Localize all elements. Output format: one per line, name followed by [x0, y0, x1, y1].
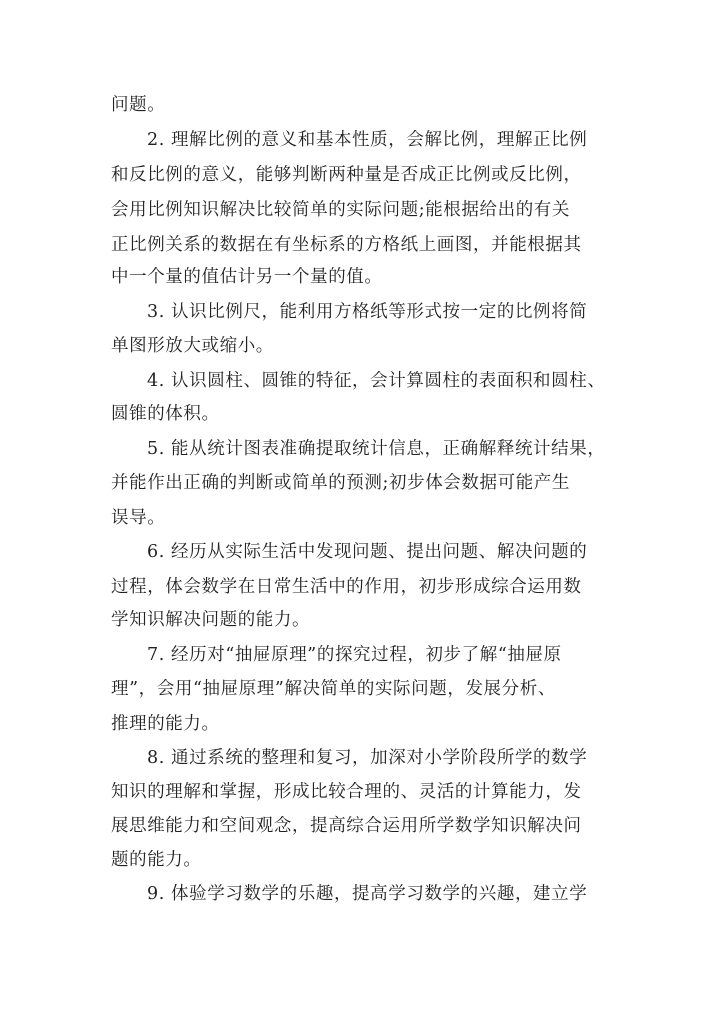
text-line: 误导。	[111, 508, 166, 528]
text-line: 题的能力。	[111, 850, 202, 870]
text-line: 圆锥的体积。	[111, 404, 220, 424]
text-line: 6. 经历从实际生活中发现问题、提出问题、解决问题的	[147, 542, 588, 562]
text-line: 4. 认识圆柱、圆锥的特征，会计算圆柱的表面积和圆柱、	[147, 371, 606, 391]
text-line: 推理的能力。	[111, 714, 220, 734]
text-line: 2. 理解比例的意义和基本性质，会解比例，理解正比例	[147, 130, 588, 150]
text-line: 正比例关系的数据在有坐标系的方格纸上画图，并能根据其	[111, 235, 582, 255]
text-line: 展思维能力和空间观念，提高综合运用所学数学知识解决问	[111, 816, 582, 836]
text-line: 5. 能从统计图表准确提取统计信息，正确解释统计结果，	[147, 439, 606, 459]
text-line: 问题。	[111, 95, 166, 115]
text-line: 和反比例的意义，能够判断两种量是否成正比例或反比例，	[111, 165, 582, 185]
text-line: 并能作出正确的判断或简单的预测;初步体会数据可能产生	[111, 473, 570, 493]
text-line: 单图形放大或缩小。	[111, 336, 274, 356]
text-line: 9. 体验学习数学的乐趣，提高学习数学的兴趣，建立学	[147, 884, 588, 904]
text-line: 学知识解决问题的能力。	[111, 610, 311, 630]
text-line: 8. 通过系统的整理和复习，加深对小学阶段所学的数学	[147, 748, 588, 768]
text-line: 理”，会用“抽屉原理”解决简单的实际问题，发展分析、	[111, 679, 556, 699]
text-line: 中一个量的值估计另一个量的值。	[111, 267, 383, 287]
text-line: 知识的理解和掌握，形成比较合理的、灵活的计算能力，发	[111, 782, 582, 802]
text-line: 7. 经历对“抽屉原理”的探究过程，初步了解“抽屉原	[147, 645, 562, 665]
text-line: 过程，体会数学在日常生活中的作用，初步形成综合运用数	[111, 577, 582, 597]
text-line: 会用比例知识解决比较简单的实际问题;能根据给出的有关	[111, 200, 570, 220]
text-line: 3. 认识比例尺，能利用方格纸等形式按一定的比例将简	[147, 302, 588, 322]
